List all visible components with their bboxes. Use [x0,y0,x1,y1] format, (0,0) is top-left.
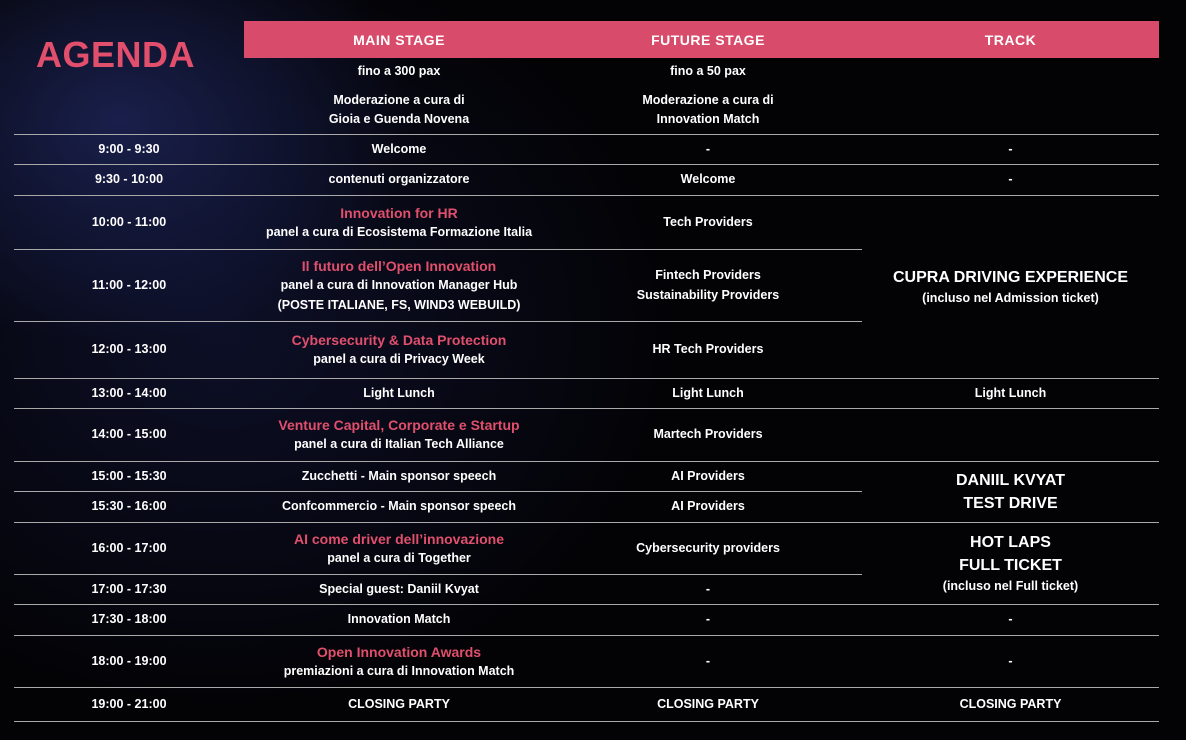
time-slot: 14:00 - 15:00 [91,427,167,442]
session-subtitle: panel a cura di Together [327,550,471,565]
track-session: - [1008,141,1013,156]
main-stage-session [244,523,554,574]
table-header [244,21,1159,58]
future-stage-session: HR Tech Providers [652,342,764,357]
future-stage-session: CLOSING PARTY [657,696,759,711]
future-session-line-1: Fintech Providers [655,268,761,283]
track-block-subtitle: (incluso nel Admission ticket) [922,290,1099,305]
main-stage-session [244,409,554,461]
time-slot: 10:00 - 11:00 [91,214,167,229]
track-session: Light Lunch [974,385,1047,400]
time-slot: 13:00 - 14:00 [91,385,167,400]
time-slot: 17:30 - 18:00 [91,612,167,627]
time-slot: 17:00 - 17:30 [91,581,167,596]
session-subtitle: panel a cura di Italian Tech Alliance [294,437,504,452]
track-block-line-2: TEST DRIVE [963,495,1058,512]
track-daniil-kvyat-test-drive [862,462,1159,522]
future-stage-session: Welcome [680,172,736,187]
page-title: AGENDA [36,34,196,75]
main-moderation [244,90,554,130]
future-moderation-line-1: Moderazione a cura di [642,92,774,107]
main-stage-session: Welcome [371,141,427,156]
main-stage-session [244,196,554,249]
track-session: - [1008,172,1013,187]
main-stage-session [244,636,554,687]
main-stage-session [244,322,554,378]
main-stage-session [244,250,554,321]
main-stage-session: Light Lunch [363,385,435,400]
time-slot: 9:00 - 9:30 [98,141,160,156]
time-slot: 11:00 - 12:00 [91,277,167,292]
track-block-line-1: HOT LAPS [970,533,1051,551]
track-block-subtitle: (incluso nel Full ticket) [942,579,1079,593]
time-slot: 9:30 - 10:00 [94,172,164,187]
session-title: Innovation for HR [340,204,458,221]
future-moderation-line-2: Innovation Match [656,112,760,126]
future-stage-session: Cybersecurity providers [636,540,780,555]
time-slot: 19:00 - 21:00 [91,696,167,711]
future-stage-session: Tech Providers [663,214,753,229]
session-title: Venture Capital, Corporate e Startup [278,417,520,434]
session-title: Open Innovation Awards [316,643,482,660]
track-session: - [1008,653,1013,668]
header-future-stage: FUTURE STAGE [651,31,765,48]
session-subtitle: premiazioni a cura di Innovation Match [283,663,515,678]
header-main-stage: MAIN STAGE [353,31,445,48]
time-slot: 15:30 - 16:00 [91,499,167,514]
main-moderation-line-2: Gioia e Guenda Novena [328,112,470,126]
future-stage-session: - [705,653,711,668]
future-stage-session [554,250,862,321]
divider [14,721,1159,722]
session-title: AI come driver dell’innovazione [293,530,505,547]
track-hot-laps [862,523,1159,604]
main-stage-session: Confcommercio - Main sponsor speech [281,499,517,514]
main-capacity: fino a 300 pax [357,64,441,79]
track-session: CLOSING PARTY [959,696,1062,711]
track-session: - [1008,612,1013,627]
future-stage-session: - [705,612,711,627]
track-block-title: CUPRA DRIVING EXPERIENCE [893,268,1128,286]
main-stage-session: Zucchetti - Main sponsor speech [301,468,497,483]
session-title: Il futuro dell’Open Innovation [301,257,497,274]
future-stage-session: - [705,141,711,156]
session-subtitle: panel a cura di Privacy Week [313,352,485,367]
future-capacity: fino a 50 pax [670,64,746,79]
session-title: Cybersecurity & Data Protection [291,332,507,349]
time-slot: 12:00 - 13:00 [91,342,167,357]
future-stage-session: AI Providers [671,468,745,483]
time-slot: 15:00 - 15:30 [91,468,167,483]
future-stage-session: Light Lunch [672,385,744,400]
future-stage-session: Martech Providers [653,427,763,442]
session-subtitle: panel a cura di Innovation Manager Hub [280,278,518,293]
main-stage-session: Innovation Match [347,612,451,627]
main-stage-session: Special guest: Daniil Kvyat [319,581,479,596]
main-stage-session: CLOSING PARTY [348,696,450,711]
main-stage-session: contenuti organizzatore [328,172,470,187]
session-subtitle: (POSTE ITALIANE, FS, WIND3 WEBUILD) [277,297,521,312]
session-subtitle: panel a cura di Ecosistema Formazione Italia [265,224,533,239]
future-stage-session: AI Providers [671,499,745,514]
main-moderation-line-1: Moderazione a cura di [333,92,465,107]
future-session-line-2: Sustainability Providers [636,287,780,302]
track-block-line-1: DANIIL KVYAT [955,471,1066,489]
header-track: TRACK [984,31,1037,48]
track-block-line-2: FULL TICKET [959,556,1062,574]
time-slot: 16:00 - 17:00 [91,540,167,555]
track-cupra-driving-experience [862,196,1159,378]
time-slot: 18:00 - 19:00 [91,653,167,668]
future-moderation [554,90,862,130]
future-stage-session: - [705,581,711,596]
